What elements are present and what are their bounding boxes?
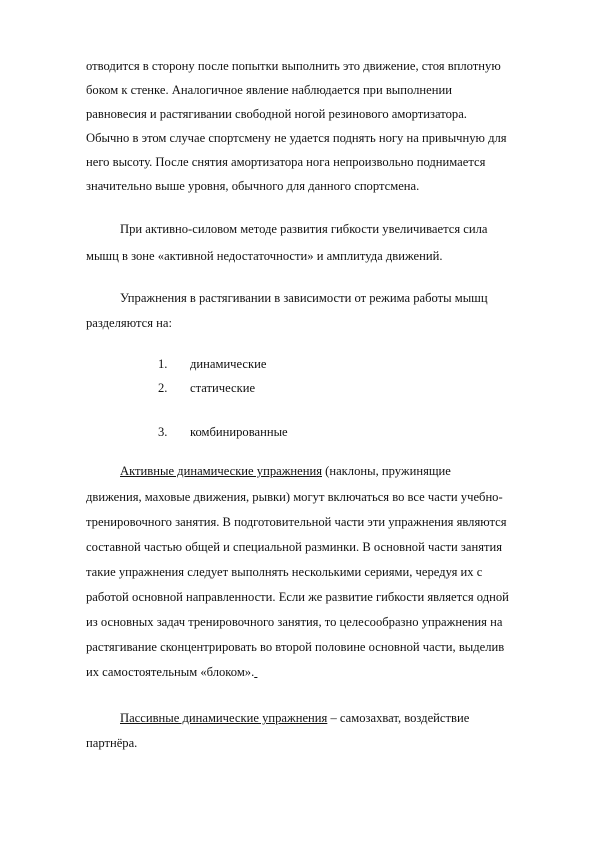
list-text: статические [190,381,256,395]
paragraph-4-line: такие упражнения следует выполнять несколькими сериями, чередуя их с [86,565,483,579]
paragraph-4-line: составной частью общей и специальной разминки. В основной части занятия [86,540,503,554]
paragraph-4-line: растягивание сконцентрировать во второй половине основной части, выделив [86,640,505,654]
paragraph-4-line: работой основной направленности. Если же развитие гибкости является одной [86,590,509,604]
paragraph-1-line: отводится в сторону после попытки выполнить это движение, стоя вплотную [86,59,501,73]
paragraph-5-first-line-rest: – самозахват, воздействие [327,711,470,725]
paragraph-1-line: равновесия и растягивании свободной ногой резинового амортизатора. [86,107,467,121]
paragraph-2-line: мышц в зоне «активной недостаточности» и амплитуда движений. [86,249,443,263]
list-text: динамические [190,357,267,371]
paragraph-1-line: Обычно в этом случае спортсмену не удается поднять ногу на привычную для [86,131,507,145]
paragraph-4-first-line-rest: (наклоны, пружинящие [322,464,451,478]
paragraph-4-line: тренировочного занятия. В подготовительной части эти упражнения являются [86,515,507,529]
active-dynamic-heading: Активные динамические упражнения [120,464,323,478]
paragraph-4-line: из основных задач тренировочного занятия, то целесообразно упражнения на [86,615,503,629]
paragraph-4-line [86,664,257,680]
paragraph-5-first-line [120,710,469,726]
paragraph-4-line: движения, маховые движения, рывки) могут включаться во все части учебно- [86,490,503,504]
passive-dynamic-heading: Пассивные динамические упражнения [120,711,328,725]
paragraph-1-line: значительно выше уровня, обычного для данного спортсмена. [86,179,420,193]
paragraph-1-line: него высоту. После снятия амортизатора нога непроизвольно поднимается [86,155,486,169]
paragraph-3-line: Упражнения в растягивании в зависимости от режима работы мышц [120,291,488,305]
paragraph-4-last-text: их самостоятельным «блоком». [86,665,255,679]
underlined-space [254,665,257,679]
paragraph-2-line: При активно-силовом методе развития гибкости увеличивается сила [120,222,488,236]
list-number: 2. [158,381,168,395]
paragraph-4-first-line [120,463,451,479]
list-number: 3. [158,425,168,439]
paragraph-3-line: разделяются на: [86,316,172,330]
paragraph-5-line: партнёра. [86,736,138,750]
list-text: комбинированные [190,425,288,439]
paragraph-1-line: боком к стенке. Аналогичное явление наблюдается при выполнении [86,83,452,97]
list-number: 1. [158,357,168,371]
